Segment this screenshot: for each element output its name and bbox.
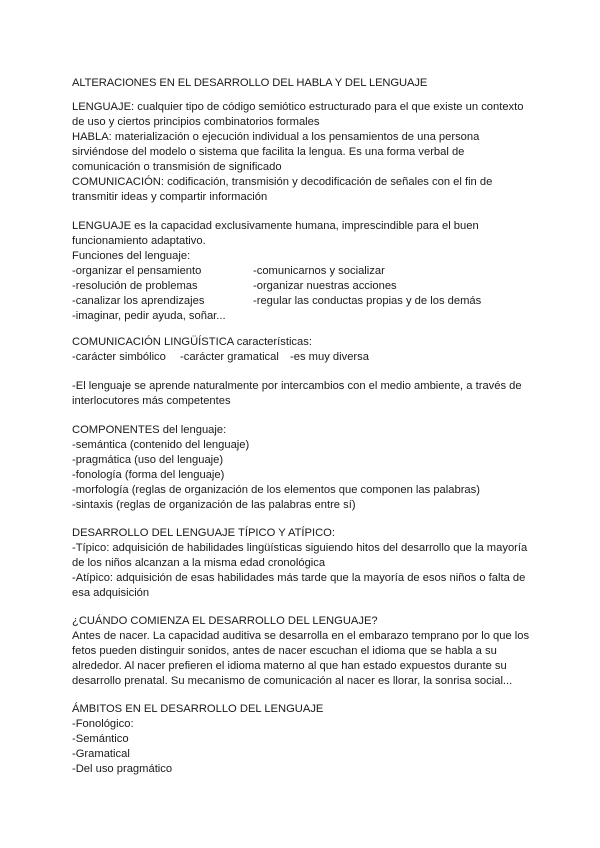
aprendizaje-section [72, 379, 542, 409]
caracteristicas-row [72, 350, 542, 365]
text-line: sirviéndose del modelo o sistema que facilita la lengua. Es una forma verbal de [72, 146, 465, 158]
list-item: -Semántico [72, 733, 129, 745]
caracteristica-item: -carácter gramatical [180, 351, 279, 363]
funciones-row [72, 264, 542, 279]
funciones-row [72, 294, 542, 309]
text-line: COMUNICACIÓN: codificación, transmisión y decodificación de señales con el fin de [72, 176, 493, 188]
ambitos-section [72, 702, 542, 777]
funcion-item: -regular las conductas propias y de los demás [253, 295, 482, 307]
list-item: -Del uso pragmático [72, 763, 173, 775]
text-line: interlocutores más competentes [72, 395, 231, 407]
section-heading: ÁMBITOS EN EL DESARROLLO DEL LENGUAJE [72, 703, 324, 715]
text-line: Antes de nacer. La capacidad auditiva se desarrolla en el embarazo temprano por lo que los [72, 630, 530, 642]
definitions-section [72, 100, 542, 205]
list-item: -pragmática (uso del lenguaje) [72, 454, 224, 466]
list-item: -semántica (contenido del lenguaje) [72, 439, 250, 451]
funcion-item: -imaginar, pedir ayuda, soñar... [72, 310, 226, 322]
text-line: -Típico: adquisición de habilidades lingüísticas siguiendo hitos del desarrollo que la mayoría [72, 542, 528, 554]
list-item: -morfología (reglas de organización de los elementos que componen las palabras) [72, 484, 480, 496]
funcion-item: -resolución de problemas [72, 280, 198, 292]
text-line: alrededor. Al nacer prefieren el idioma materno al que han estado expuestos durante su [72, 660, 507, 672]
list-item: -Fonológico: [72, 718, 134, 730]
componentes-section [72, 423, 542, 513]
desarrollo-section [72, 526, 542, 601]
comunicacion-linguistica-section [72, 335, 542, 365]
text-line: LENGUAJE: cualquier tipo de código semiótico estructurado para el que existe un contexto [72, 101, 524, 113]
section-heading: COMUNICACIÓN LINGÜÍSTICA características: [72, 336, 312, 348]
funcion-item: -comunicarnos y socializar [253, 265, 385, 277]
text-line: funcionamiento adaptativo. [72, 235, 206, 247]
section-heading: COMPONENTES del lenguaje: [72, 424, 227, 436]
text-line: fetos pueden distinguir sonidos, antes de nacer escuchan el idioma que se habla a su [72, 645, 497, 657]
text-line: LENGUAJE es la capacidad exclusivamente humana, imprescindible para el buen [72, 220, 479, 232]
text-line: comunicación o transmisión de significado [72, 161, 282, 173]
funcion-item: -canalizar los aprendizajes [72, 295, 205, 307]
list-item: -Gramatical [72, 748, 130, 760]
funciones-row [72, 309, 542, 324]
text-line: -El lenguaje se aprende naturalmente por intercambios con el medio ambiente, a través de [72, 380, 522, 392]
funcion-item: -organizar el pensamiento [72, 265, 202, 277]
text-line: de los niños alcanzan a la misma edad cronológica [72, 557, 326, 569]
lenguaje-section [72, 219, 542, 324]
text-line: desarrollo prenatal. Su mecanismo de comunicación al nacer es llorar, la sonrisa social... [72, 675, 513, 687]
funcion-item: -organizar nuestras acciones [253, 280, 397, 292]
funciones-row [72, 279, 542, 294]
section-heading: ¿CUÁNDO COMIENZA EL DESARROLLO DEL LENGUAJE? [72, 615, 378, 627]
cuando-section [72, 614, 542, 689]
text-line: esa adquisición [72, 587, 150, 599]
list-item: -fonología (forma del lenguaje) [72, 469, 225, 481]
text-line: de uso y ciertos principios combinatorios formales [72, 116, 320, 128]
text-line: -Atípico: adquisición de esas habilidades más tarde que la mayoría de esos niños o falta de [72, 572, 526, 584]
document-title: ALTERACIONES EN EL DESARROLLO DEL HABLA Y DEL LENGUAJE [72, 77, 428, 89]
section-heading: DESARROLLO DEL LENGUAJE TÍPICO Y ATÍPICO: [72, 527, 335, 539]
text-line: transmitir ideas y compartir información [72, 191, 268, 203]
text-line: Funciones del lenguaje: [72, 250, 191, 262]
caracteristica-item: -es muy diversa [290, 351, 369, 363]
list-item: -sintaxis (reglas de organización de las palabras entre sí) [72, 499, 356, 511]
text-line: HABLA: materialización o ejecución individual a los pensamientos de una persona [72, 131, 480, 143]
caracteristica-item: -carácter simbólico [72, 351, 166, 363]
